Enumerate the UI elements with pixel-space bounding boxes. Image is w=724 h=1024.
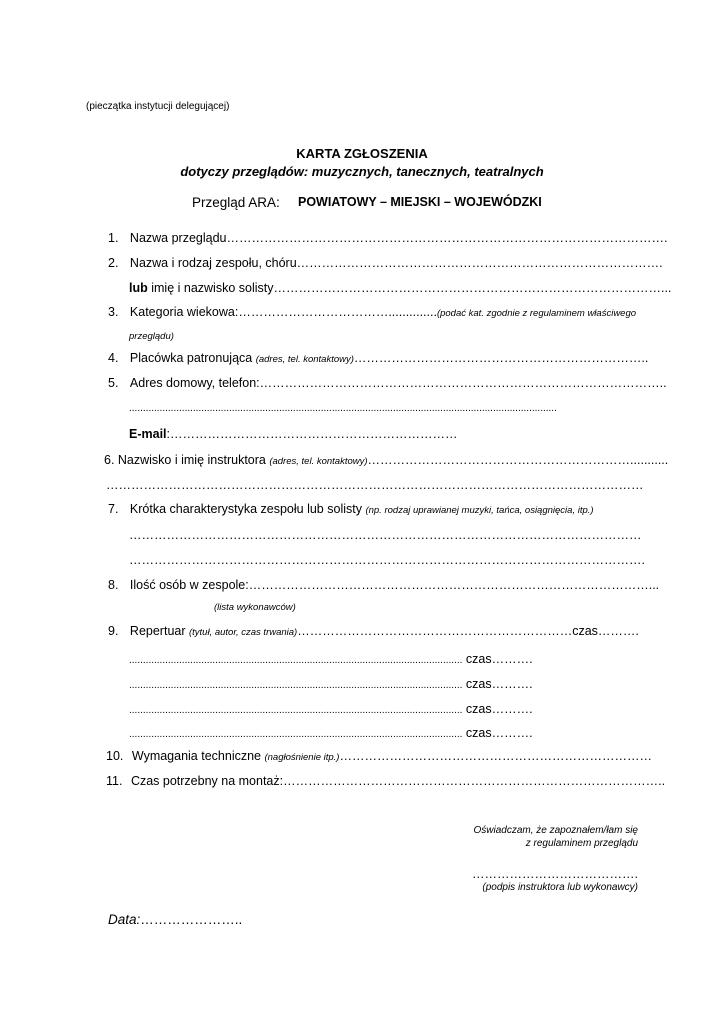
field-number: 1. (108, 231, 119, 245)
fill-line[interactable]: ……………………………….............. (238, 305, 437, 319)
field-hint: (tytuł, autor, czas trwania) (188, 627, 298, 638)
fill-line[interactable]: ……………………………………………………………………………………... (248, 578, 660, 592)
field-label: Adres domowy, telefon: (129, 376, 260, 390)
field-2-alt-row[interactable] (129, 281, 671, 295)
field-number: 2. (108, 256, 119, 270)
field-2-row[interactable] (108, 256, 663, 270)
field-3-hint-cont: przeglądu) (129, 331, 174, 342)
fill-line[interactable]: ………………………………………………………………… (339, 749, 652, 763)
fill-line[interactable]: ........................................................................................................................ (129, 705, 463, 716)
field-11-row[interactable] (106, 774, 665, 788)
field-label: 6. Nazwisko i imię instruktora (104, 453, 270, 467)
field-number: 4. (108, 351, 119, 365)
fill-line[interactable]: ………………….. (140, 912, 243, 927)
date-label: Data: (108, 912, 141, 927)
fill-line[interactable]: ........................................................................................................................ (129, 729, 463, 740)
field-5-line-2[interactable]: .......................................................................................................................................................... (129, 403, 557, 414)
signature-line[interactable]: …………………………………. (472, 867, 638, 881)
field-hint: (nagłośnienie itp.) (264, 752, 340, 763)
fill-line[interactable]: …………………………………………………………………………………... (273, 281, 672, 295)
declaration-line-1: Oświadczam, że zapoznałem/łam się (473, 825, 638, 836)
repertoire-row[interactable] (129, 724, 533, 742)
repertoire-row[interactable] (129, 650, 533, 668)
field-label: Repertuar (129, 624, 189, 638)
stamp-note: (pieczątka instytucji delegującej) (86, 101, 230, 112)
fill-line[interactable]: ……………………………………………………………………………….. (283, 774, 666, 788)
fill-line[interactable]: ………………………………………………………........... (367, 453, 669, 467)
field-label: Krótka charakterystyka zespołu lub solisty (129, 502, 366, 516)
field-hint: (np. rodzaj uprawianej muzyki, tańca, osiągnięcia, itp.) (365, 505, 594, 516)
review-levels: POWIATOWY – MIEJSKI – WOJEWÓDZKI (298, 195, 542, 209)
fill-line[interactable]: ……………………………………………………………………………. (296, 256, 663, 270)
fill-line[interactable]: ........................................................................................................................ (129, 655, 463, 666)
field-hint: (adres, tel. kontaktowy) (255, 354, 354, 365)
field-label: Nazwa i rodzaj zespołu, chóru (129, 256, 297, 270)
field-7-line-2[interactable]: …………………………………………………………………………………………………………… (129, 528, 642, 542)
fill-line[interactable]: ........................................................................................................................ (129, 680, 463, 691)
field-label: Wymagania techniczne (131, 749, 265, 763)
field-label: imię i nazwisko solisty (147, 281, 274, 295)
field-number: 9. (108, 624, 119, 638)
field-label: Kategoria wiekowa: (129, 305, 239, 319)
field-number: 5. (108, 376, 119, 390)
field-6-row[interactable] (104, 453, 668, 467)
field-number: 11. (106, 774, 123, 788)
email-label: E-mail (129, 427, 167, 441)
fill-line[interactable]: …………………………………………………………………………………….. (259, 376, 667, 390)
field-7-line-3[interactable]: ……………………………………………………………………………………………………………. (129, 553, 645, 567)
repertoire-row[interactable] (129, 700, 533, 718)
fill-line[interactable]: ………………………………………………………… (297, 624, 573, 638)
field-8-hint: (lista wykonawców) (214, 602, 296, 613)
field-8-row[interactable] (108, 578, 659, 592)
field-3-row[interactable] (108, 305, 636, 319)
time-label: czas………. (462, 726, 533, 740)
fill-line[interactable]: ……………………………………………………………………………………………. (226, 231, 668, 245)
field-4-row[interactable] (108, 351, 648, 365)
fill-line[interactable]: …………………………………………………………….. (353, 351, 649, 365)
field-7-row[interactable] (108, 502, 594, 516)
or-keyword: lub (129, 281, 148, 295)
field-number: 10. (106, 749, 124, 763)
field-9-row[interactable] (108, 624, 639, 638)
field-hint: (adres, tel. kontaktowy) (269, 456, 368, 467)
declaration-line-2: z regulaminem przeglądu (525, 838, 638, 849)
field-6-line-2[interactable]: ………………………………………………………………………………………………………………… (106, 478, 644, 492)
field-label: Nazwa przeglądu (129, 231, 227, 245)
form-subtitle: dotyczy przeglądów: muzycznych, tanecznych, teatralnych (180, 164, 544, 179)
field-number: 7. (108, 502, 119, 516)
email-row[interactable] (129, 427, 458, 441)
field-1-row[interactable] (108, 231, 668, 245)
form-title: KARTA ZGŁOSZENIA (296, 146, 428, 161)
time-label: czas………. (572, 624, 639, 638)
field-number: 3. (108, 305, 119, 319)
field-5-row[interactable] (108, 376, 667, 390)
time-label: czas………. (462, 702, 533, 716)
field-10-row[interactable] (106, 749, 652, 763)
repertoire-row[interactable] (129, 675, 533, 693)
field-label: Placówka patronująca (129, 351, 256, 365)
fill-line[interactable]: :…………………………………………………………… (166, 427, 458, 441)
field-hint: (podać kat. zgodnie z regulaminem właściwego (436, 308, 637, 319)
field-label: Czas potrzebny na montaż: (130, 774, 284, 788)
time-label: czas………. (462, 652, 533, 666)
time-label: czas………. (462, 677, 533, 691)
signature-note: (podpis instruktora lub wykonawcy) (482, 882, 638, 893)
review-label: Przegląd ARA: (192, 195, 280, 210)
date-row[interactable] (108, 912, 242, 927)
field-number: 8. (108, 578, 119, 592)
field-label: Ilość osób w zespole: (129, 578, 249, 592)
